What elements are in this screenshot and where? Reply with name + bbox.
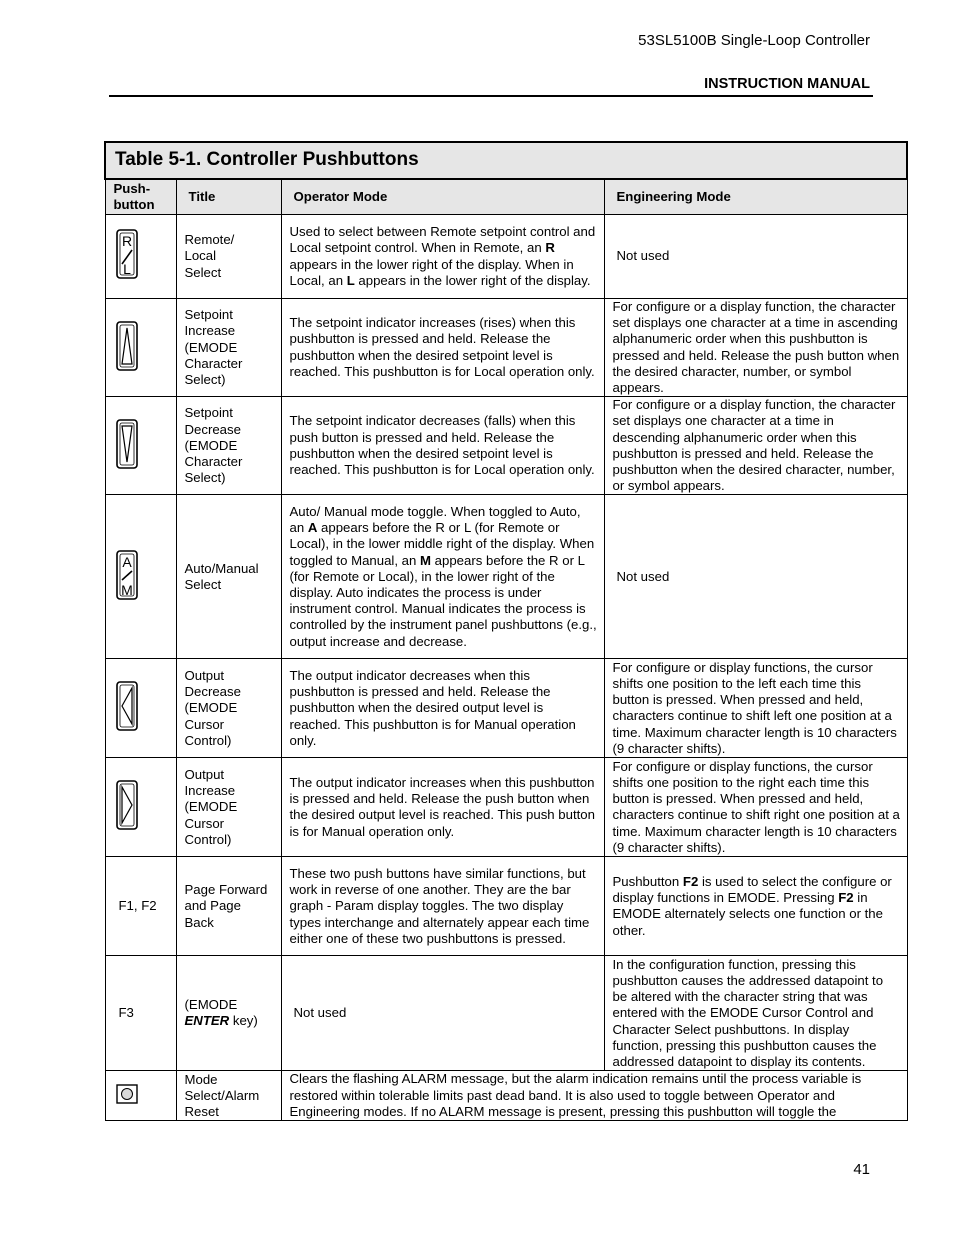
remote-local-key-icon: [116, 229, 138, 279]
operator-mode-cell: [281, 758, 604, 857]
text-run: Not used: [293, 1005, 347, 1021]
operator-mode-cell: [281, 215, 604, 299]
operator-mode-cell: [281, 659, 604, 758]
col-header-operator-mode: Operator Mode: [281, 179, 604, 215]
document-subtitle: INSTRUCTION MANUAL: [704, 76, 870, 92]
left-arrow-key-icon: [116, 681, 138, 731]
text-run: The output indicator decreases when this pushbutton is pressed and held. Release the pushbutton when the desired output level is reached. This pushbutton is for Manual operation only.: [289, 667, 576, 748]
pushbutton-cell: [105, 495, 176, 659]
engineering-mode-cell: For configure or display functions, the cursor shifts one position to the left each time this button is pressed. When pressed and held, characters continue to shift left one position at a time. Maximum character length is 10 characters (9 character shifts).: [604, 659, 907, 758]
title-cell: Auto/Manual Select: [176, 495, 281, 659]
table-row: [105, 299, 907, 397]
title-cell: Output Decrease (EMODE Cursor Control): [176, 659, 281, 758]
title-cell: Remote/ Local Select: [176, 215, 281, 299]
table-row: [105, 397, 907, 495]
engineering-mode-cell: Not used: [604, 215, 907, 299]
text-run: appears in the lower right of the display. When in Local, an: [289, 256, 574, 288]
operator-mode-cell: [281, 956, 604, 1071]
table-row: [105, 1071, 907, 1121]
pushbutton-cell: [105, 659, 176, 758]
auto-manual-key-icon: [116, 550, 138, 600]
pushbutton-cell: [105, 299, 176, 397]
col-header-title: Title: [176, 179, 281, 215]
engineering-mode-cell: In the configuration function, pressing this pushbutton causes the addressed datapoint to be altered with the character string that was entered with the EMODE Cursor Control and Character Select pushbuttons. In display function, pressing this pushbutton causes the addressed datapoint to display its contents.: [604, 956, 907, 1071]
bold-text: L: [346, 272, 355, 288]
table-row: [105, 495, 907, 659]
text-run: Auto/ Manual mode toggle. When toggled to Auto, an: [289, 504, 581, 536]
text-run: Used to select between Remote setpoint control and Local setpoint control. When in Remote, an: [289, 224, 596, 256]
engineering-mode-cell: For configure or a display function, the character set displays one character at a time in descending alphanumeric order when this pushbutton is pressed and held. Release the pushbutton when the desired character, number, or symbol appears.: [604, 397, 907, 495]
operator-mode-cell: [281, 1071, 907, 1121]
title-text: key): [229, 1013, 258, 1029]
enter-key-text: ENTER: [184, 1013, 230, 1029]
operator-mode-cell: [281, 495, 604, 659]
operator-mode-cell: [281, 397, 604, 495]
pushbutton-cell: [105, 956, 176, 1071]
page-number: 41: [853, 1161, 870, 1178]
svg-text:M: M: [120, 581, 133, 598]
col-header-engineering-mode: Engineering Mode: [604, 179, 907, 215]
pushbutton-cell: [105, 857, 176, 956]
pushbutton-cell: [105, 215, 176, 299]
operator-mode-cell: [281, 857, 604, 956]
text-run: Pushbutton: [612, 874, 683, 890]
table-row: [105, 659, 907, 758]
title-cell: Page Forward and Page Back: [176, 857, 281, 956]
text-run: appears before the R or L (for Remote or Local), in the lower right of the display. Auto indicates the process is under instrument control. Manual indicates the process is controlled by the instrument panel pushbuttons (e.g., output increase and decrease.: [289, 552, 597, 649]
operator-mode-text: Clears the flashing ALARM message, but the alarm indication remains until the process variable is restored within tolerable limits past dead band. It is also used to toggle between Operator and Engineering modes. If no ALARM message is present, pressing this pushbutton will toggle the: [289, 1071, 862, 1119]
svg-text:L: L: [122, 261, 131, 278]
svg-text:A: A: [121, 553, 132, 570]
pushbutton-cell: [105, 758, 176, 857]
table-header-row: [105, 179, 907, 215]
table-row: [105, 215, 907, 299]
text-run: The setpoint indicator decreases (falls) when this push button is pressed and held. Release the pushbutton when the desired setpoint level is reached. This pushbutton is for Local operation only.: [289, 413, 595, 478]
table-row: [105, 956, 907, 1071]
engineering-mode-cell: For configure or display functions, the cursor shifts one position to the right each time this button is pressed. When pressed and held, characters continue to shift right one position at a time. Maximum character length is 10 characters (9 character shifts).: [604, 758, 907, 857]
text-run: The output indicator increases when this pushbutton is pressed and held. Release the push button when the desired output level is reached. This push button is for Manual operation only.: [289, 775, 595, 839]
engineering-mode-cell: Not used: [604, 495, 907, 659]
mode-select-key-icon: [116, 1084, 138, 1104]
pushbutton-cell: [105, 1071, 176, 1121]
key-label: F1, F2: [118, 898, 157, 914]
bold-text: A: [307, 520, 318, 536]
engineering-mode-cell: For configure or a display function, the character set displays one character at a time in ascending alphanumeric order when this pushbutton is pressed and held. Release the push button when the desired character, number, or symbol appears.: [604, 299, 907, 397]
down-arrow-key-icon: [116, 419, 138, 469]
table-row: [105, 857, 907, 956]
key-label: F3: [118, 1005, 134, 1021]
pushbuttons-table: [104, 141, 908, 1121]
text-run: in EMODE alternately selects one function or the other.: [612, 890, 883, 938]
bold-text: F2: [838, 890, 854, 906]
table-caption: Table 5-1. Controller Pushbuttons: [105, 142, 907, 179]
bold-text: R: [545, 240, 555, 256]
text-run: appears before the R or L (for Remote or Local), in the lower middle right of the display. When toggled to Manual, an: [289, 520, 595, 568]
text-run: These two push buttons have similar functions, but work in reverse of one another. They are the bar graph - Param display toggles. The two display types interchange and alternately appear each time either one of these two pushbuttons is pressed.: [289, 865, 590, 946]
operator-mode-cell: [281, 299, 604, 397]
text-run: appears in the lower right of the display.: [354, 272, 591, 288]
right-arrow-key-icon: [116, 780, 138, 830]
bold-text: M: [420, 552, 432, 568]
header-rule: [109, 95, 873, 97]
pushbutton-cell: [105, 397, 176, 495]
up-arrow-key-icon: [116, 321, 138, 371]
table-row: [105, 758, 907, 857]
title-cell: Setpoint Decrease (EMODE Character Select): [176, 397, 281, 495]
document-title: 53SL5100B Single-Loop Controller: [638, 32, 870, 49]
engineering-mode-cell: [604, 857, 907, 956]
text-run: is used to select the configure or display functions in EMODE. Pressing: [612, 874, 892, 906]
title-cell: [176, 956, 281, 1071]
svg-text:R: R: [121, 233, 132, 250]
bold-text: F2: [682, 874, 699, 890]
col-header-pushbutton: Push- button: [105, 179, 176, 215]
text-run: The setpoint indicator increases (rises) when this pushbutton is pressed and held. Release the pushbutton when the desired setpoint level is reached. This pushbutton is for Local operation only.: [289, 315, 595, 379]
title-cell: Output Increase (EMODE Cursor Control): [176, 758, 281, 857]
title-cell: Setpoint Increase (EMODE Character Select): [176, 299, 281, 397]
title-cell: Mode Select/Alarm Reset: [176, 1071, 281, 1121]
title-text: (EMODE: [184, 997, 238, 1013]
